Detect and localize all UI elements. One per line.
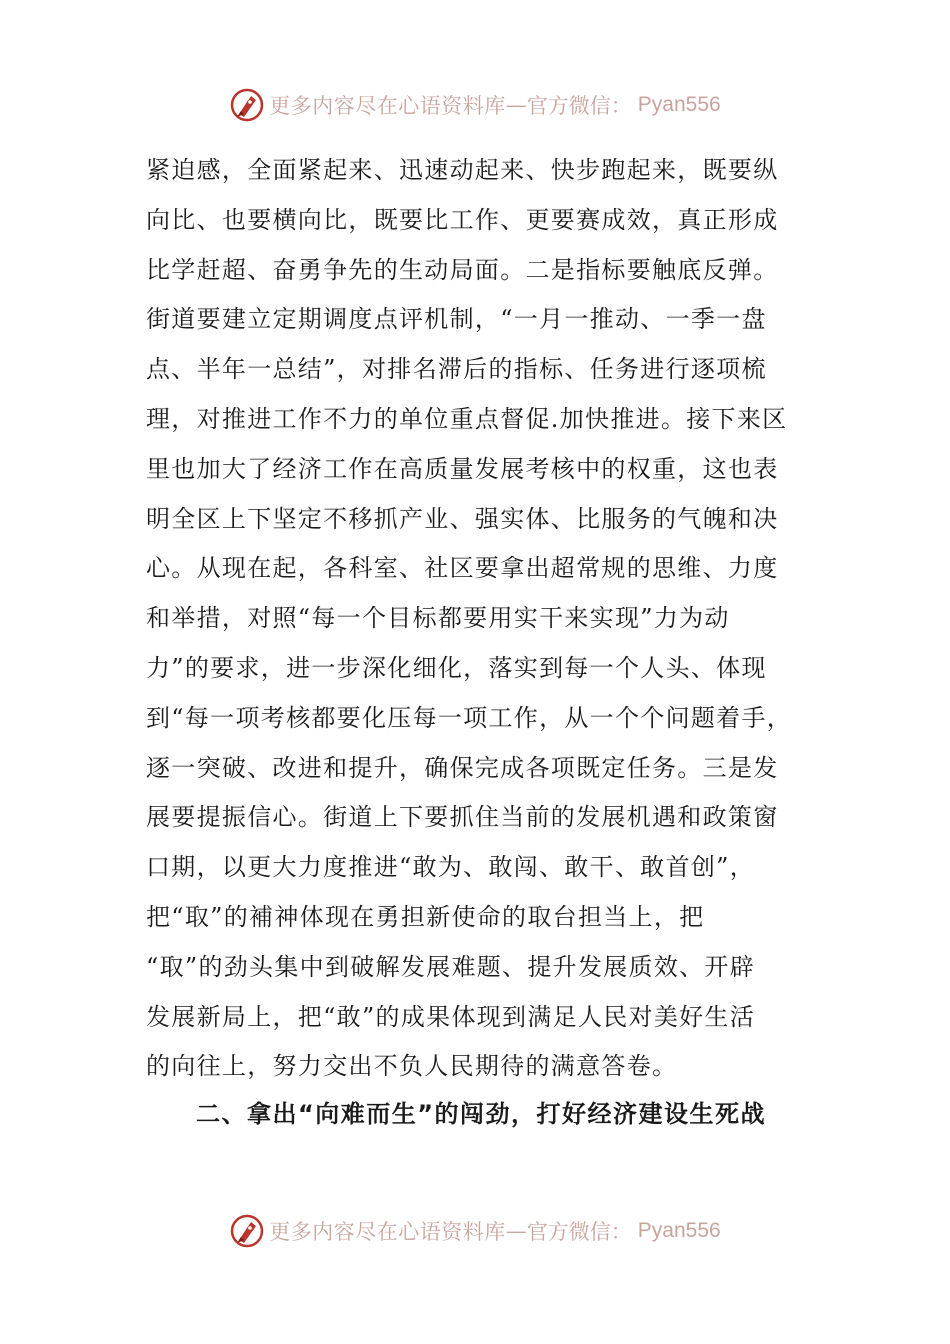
header-banner [0,80,950,130]
body-line: “取”的劲头集中到破解发展难题、提升发展质效、开辟 [146,952,756,981]
body-line: 展要提振信心。街道上下要抓住当前的发展机遇和政策窗 [146,803,779,832]
body-line: 口期，以更大力度推进“敢为、敢闯、敢干、敢首创”， [146,853,756,882]
footer-banner [0,1206,950,1256]
banner-text: 更多内容尽在心语资料库 [269,1220,506,1244]
body-line: 街道要建立定期调度点评机制，“一月一推动、一季一盘 [146,305,767,334]
banner-wechat-id: Pyan556 [637,93,721,116]
body-line: 比学赶超、奋勇争先的生动局面。二是指标要触底反弹。 [146,255,779,284]
body-line: 到“每一项考核都要化压每一项工作，从一个个问题着手， [146,703,793,732]
body-line: 里也加大了经济工作在高质量发展考核中的权重，这也表 [146,454,779,483]
banner-wechat-label: 官方微信： [526,94,632,118]
body-line: 力”的要求，进一步深化细化，落实到每一个人头、体现 [146,653,767,682]
section-heading: 二、拿出“向难而生”的闯劲，打好经济建设生死战 [196,1100,767,1128]
body-paragraph [146,146,806,1092]
banner-separator: — [505,93,527,117]
body-line: 紧迫感，全面紧起来、迅速动起来、快步跑起来，既要纵 [146,156,779,184]
body-line: 理，对推进工作不力的单位重点督促.加快推进。接下来区 [146,404,788,433]
body-line: 点、半年一总结”，对排名滞后的指标、任务进行逐项梳 [146,355,767,384]
banner-wechat-id: Pyan556 [637,1219,721,1242]
banner-wechat-label: 官方微信： [526,1220,632,1244]
body-line: 的向往上，努力交出不负人民期待的满意答卷。 [146,1052,678,1081]
body-line: 逐一突破、改进和提升，确保完成各项既定任务。三是发 [146,753,779,782]
pen-nib-circle-icon [229,1213,265,1249]
body-line: 把“取”的補神体现在勇担新使命的取台担当上，把 [146,902,705,931]
body-line: 心。从现在起，各科室、社区要拿出超常规的思维、力度 [146,554,779,583]
body-line: 明全区上下坚定不移抓产业、强实体、比服务的气魄和决 [146,504,779,533]
body-line: 发展新局上，把“敢”的成果体现到满足人民对美好生活 [146,1002,756,1031]
body-line: 和举措，对照“每一个目标都要用实干来实现”力为动 [146,604,730,633]
banner-separator: — [505,1219,527,1243]
banner-text: 更多内容尽在心语资料库 [269,94,506,118]
body-line: 向比、也要横向比，既要比工作、更要赛成效，真正形成 [146,205,779,234]
pen-nib-circle-icon [229,87,265,123]
